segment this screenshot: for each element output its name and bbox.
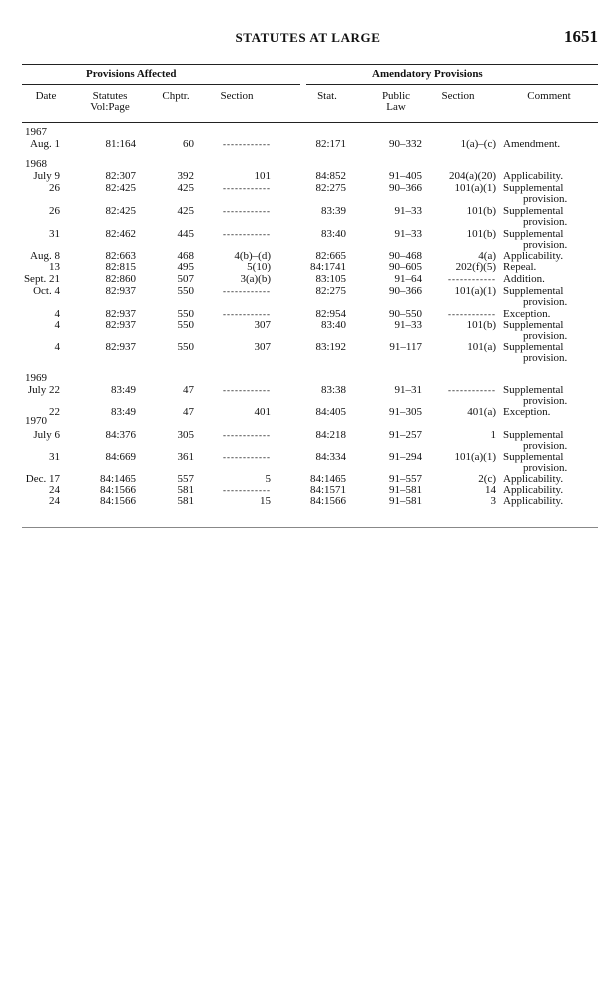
- cell-chapter: 47: [183, 406, 194, 418]
- cell-public-law: 91–305: [389, 406, 422, 418]
- cell-stat: 84:1571: [309, 484, 346, 496]
- cell-date: 31: [49, 451, 60, 463]
- cell-chapter: 507: [177, 273, 194, 285]
- cell-chapter: 392: [177, 170, 194, 182]
- page-header: [18, 27, 598, 52]
- cell-chapter: 550: [177, 341, 194, 353]
- year-label: 1970: [25, 415, 47, 427]
- cell-amend-section: 401(a): [467, 406, 496, 418]
- cell-comment: Applicability.: [503, 250, 564, 262]
- bottom-rule: [22, 527, 598, 528]
- cell-public-law: 91–33: [394, 319, 422, 331]
- cell-chapter: 445: [177, 228, 194, 240]
- cell-statutes: 84:1566: [99, 495, 136, 507]
- cell-chapter: 550: [177, 308, 194, 320]
- cell-section: ------------: [223, 385, 271, 395]
- cell-date: 26: [49, 182, 60, 194]
- column-header-statutes: [78, 91, 142, 113]
- cell-statutes: 84:669: [105, 451, 136, 463]
- cell-public-law: 91–405: [389, 170, 422, 182]
- cell-date: July 9: [33, 170, 60, 182]
- cell-section: 307: [254, 319, 271, 331]
- cell-comment: Applicability.: [503, 170, 564, 182]
- cell-section: ------------: [223, 139, 271, 149]
- cell-stat: 82:171: [315, 138, 346, 150]
- cell-amend-section: 1: [490, 429, 496, 441]
- cell-comment: Applicability.: [503, 473, 564, 485]
- cell-statutes: 82:937: [105, 341, 136, 353]
- cell-statutes: 82:937: [105, 285, 136, 297]
- cell-section: ------------: [223, 309, 271, 319]
- cell-amend-section: 1(a)–(c): [460, 138, 496, 150]
- cell-comment: Supplemental: [503, 341, 564, 353]
- cell-amend-section: 14: [485, 484, 496, 496]
- cell-public-law: 91–557: [389, 473, 422, 485]
- cell-section: 5(10): [247, 261, 271, 273]
- cell-statutes: 82:307: [105, 170, 136, 182]
- cell-chapter: 468: [177, 250, 194, 262]
- cell-stat: 84:218: [315, 429, 346, 441]
- cell-date: July 6: [33, 429, 60, 441]
- group-heading-amendatory: Amendatory Provisions: [372, 68, 483, 80]
- cell-date: 24: [49, 484, 60, 496]
- cell-section: ------------: [223, 206, 271, 216]
- cell-section: ------------: [223, 183, 271, 193]
- cell-date: Aug. 1: [30, 138, 60, 150]
- cell-amend-section: 101(b): [466, 205, 496, 217]
- cell-stat: 83:38: [320, 384, 346, 396]
- group-heading-affected: Provisions Affected: [86, 68, 177, 80]
- cell-comment: Supplemental: [503, 451, 564, 463]
- cell-amend-section: 101(b): [466, 228, 496, 240]
- cell-chapter: 47: [183, 384, 194, 396]
- cell-chapter: 581: [177, 484, 194, 496]
- year-label: 1968: [25, 158, 47, 170]
- cell-amend-section: 101(b): [466, 319, 496, 331]
- cell-amend-section: 204(a)(20): [448, 170, 496, 182]
- cell-comment: Supplemental: [503, 384, 564, 396]
- cell-stat: 84:1741: [309, 261, 346, 273]
- cell-section: 15: [260, 495, 271, 507]
- cell-date: 24: [49, 495, 60, 507]
- cell-section: 3(a)(b): [240, 273, 271, 285]
- cell-amend-section: ------------: [448, 274, 496, 284]
- column-header-section: Section: [220, 90, 254, 102]
- cell-amend-section: 2(c): [478, 473, 496, 485]
- cell-date: 13: [49, 261, 60, 273]
- cell-comment: Addition.: [503, 273, 545, 285]
- column-header-amend-section: Section: [441, 90, 475, 102]
- cell-statutes: 84:376: [105, 429, 136, 441]
- cell-stat: 82:275: [315, 182, 346, 194]
- cell-chapter: 425: [177, 182, 194, 194]
- cell-section: 101: [254, 170, 271, 182]
- cell-amend-section: ------------: [448, 309, 496, 319]
- cell-date: Dec. 17: [25, 473, 60, 485]
- cell-stat: 83:192: [315, 341, 346, 353]
- cell-statutes: 82:815: [105, 261, 136, 273]
- cell-comment: provision.: [523, 462, 568, 474]
- cell-statutes: 82:462: [105, 228, 136, 240]
- cell-comment: Amendment.: [503, 138, 561, 150]
- cell-stat: 84:1566: [309, 495, 346, 507]
- cell-statutes: 82:937: [105, 308, 136, 320]
- cell-section: 5: [265, 473, 271, 485]
- cell-amend-section: 202(f)(5): [455, 261, 496, 273]
- cell-statutes: 82:937: [105, 319, 136, 331]
- cell-comment: provision.: [523, 352, 568, 364]
- cell-comment: Supplemental: [503, 228, 564, 240]
- cell-comment: Exception.: [503, 308, 551, 320]
- cell-comment: Exception.: [503, 406, 551, 418]
- cell-stat: 82:954: [315, 308, 346, 320]
- cell-public-law: 90–468: [389, 250, 422, 262]
- cell-stat: 82:665: [315, 250, 346, 262]
- cell-chapter: 60: [183, 138, 194, 150]
- cell-comment: Supplemental: [503, 319, 564, 331]
- cell-comment: Supplemental: [503, 182, 564, 194]
- cell-chapter: 425: [177, 205, 194, 217]
- cell-public-law: 91–33: [394, 228, 422, 240]
- cell-date: Aug. 8: [30, 250, 60, 262]
- cell-statutes: 82:860: [105, 273, 136, 285]
- cell-chapter: 305: [177, 429, 194, 441]
- cell-statutes: 83:49: [110, 384, 136, 396]
- cell-amend-section: 3: [490, 495, 496, 507]
- column-header-date: Date: [35, 90, 57, 102]
- cell-date: 22: [49, 406, 60, 418]
- cell-stat: 83:105: [315, 273, 346, 285]
- cell-statutes: 82:663: [105, 250, 136, 262]
- cell-comment: Supplemental: [503, 205, 564, 217]
- cell-public-law: 91–31: [394, 384, 422, 396]
- cell-comment: provision.: [523, 440, 568, 452]
- cell-statutes: 83:49: [110, 406, 136, 418]
- cell-comment: provision.: [523, 193, 568, 205]
- cell-public-law: 90–366: [389, 182, 422, 194]
- cell-amend-section: 101(a)(1): [454, 285, 496, 297]
- cell-public-law: 90–550: [389, 308, 422, 320]
- column-header-public-law-line1: Public: [381, 90, 411, 102]
- cell-comment: provision.: [523, 296, 568, 308]
- cell-stat: 83:39: [320, 205, 346, 217]
- cell-date: 26: [49, 205, 60, 217]
- cell-section: 401: [254, 406, 271, 418]
- group-rule-amendatory: [306, 84, 598, 85]
- cell-date: Oct. 4: [33, 285, 60, 297]
- cell-stat: 84:852: [315, 170, 346, 182]
- cell-chapter: 361: [177, 451, 194, 463]
- year-label: 1967: [25, 126, 47, 138]
- cell-date: 31: [49, 228, 60, 240]
- cell-stat: 84:405: [315, 406, 346, 418]
- cell-statutes: 82:425: [105, 182, 136, 194]
- cell-comment: Applicability.: [503, 495, 564, 507]
- column-header-statutes-line2: Vol:Page: [90, 101, 130, 113]
- cell-public-law: 90–605: [389, 261, 422, 273]
- cell-section: ------------: [223, 286, 271, 296]
- page-number: 1651: [564, 27, 598, 46]
- page-title: STATUTES AT LARGE: [235, 30, 381, 45]
- header-bottom-rule: [22, 122, 598, 123]
- column-header-public-law-line2: Law: [386, 101, 406, 113]
- cell-public-law: 91–257: [389, 429, 422, 441]
- cell-stat: 84:1465: [309, 473, 346, 485]
- cell-comment: provision.: [523, 330, 568, 342]
- cell-date: 4: [54, 319, 60, 331]
- cell-public-law: 91–581: [389, 495, 422, 507]
- cell-comment: Supplemental: [503, 429, 564, 441]
- cell-public-law: 91–64: [394, 273, 422, 285]
- cell-date: Sept. 21: [23, 273, 60, 285]
- year-label: 1969: [25, 372, 47, 384]
- cell-section: ------------: [223, 452, 271, 462]
- cell-statutes: 82:425: [105, 205, 136, 217]
- cell-public-law: 90–332: [389, 138, 422, 150]
- cell-amend-section: 101(a)(1): [454, 182, 496, 194]
- cell-statutes: 84:1465: [99, 473, 136, 485]
- cell-section: ------------: [223, 430, 271, 440]
- cell-comment: provision.: [523, 395, 568, 407]
- cell-section: 307: [254, 341, 271, 353]
- cell-amend-section: 101(a): [467, 341, 496, 353]
- cell-stat: 82:275: [315, 285, 346, 297]
- cell-chapter: 550: [177, 319, 194, 331]
- cell-date: 4: [54, 341, 60, 353]
- cell-statutes: 81:164: [105, 138, 136, 150]
- cell-chapter: 495: [177, 261, 194, 273]
- cell-section: ------------: [223, 485, 271, 495]
- cell-public-law: 91–33: [394, 205, 422, 217]
- cell-stat: 84:334: [315, 451, 346, 463]
- cell-chapter: 557: [177, 473, 194, 485]
- cell-amend-section: 4(a): [478, 250, 496, 262]
- column-header-stat: Stat.: [317, 90, 337, 102]
- column-header-chapter: Chptr.: [162, 90, 190, 102]
- cell-comment: Repeal.: [503, 261, 537, 273]
- group-rule-affected: [22, 84, 300, 85]
- column-header-statutes-line1: Statutes: [92, 90, 128, 102]
- cell-comment: Supplemental: [503, 285, 564, 297]
- cell-chapter: 550: [177, 285, 194, 297]
- column-header-public-law: [373, 91, 419, 113]
- cell-amend-section: ------------: [448, 385, 496, 395]
- cell-stat: 83:40: [320, 228, 346, 240]
- cell-public-law: 90–366: [389, 285, 422, 297]
- cell-amend-section: 101(a)(1): [454, 451, 496, 463]
- top-rule: [22, 64, 598, 65]
- cell-section: 4(b)–(d): [234, 250, 271, 262]
- cell-chapter: 581: [177, 495, 194, 507]
- cell-public-law: 91–294: [389, 451, 422, 463]
- cell-section: ------------: [223, 229, 271, 239]
- cell-date: July 22: [27, 384, 60, 396]
- cell-comment: provision.: [523, 216, 568, 228]
- cell-date: 4: [54, 308, 60, 320]
- cell-stat: 83:40: [320, 319, 346, 331]
- cell-statutes: 84:1566: [99, 484, 136, 496]
- cell-comment: provision.: [523, 239, 568, 251]
- cell-public-law: 91–581: [389, 484, 422, 496]
- column-header-comment: Comment: [527, 90, 571, 102]
- cell-comment: Applicability.: [503, 484, 564, 496]
- cell-public-law: 91–117: [389, 341, 422, 353]
